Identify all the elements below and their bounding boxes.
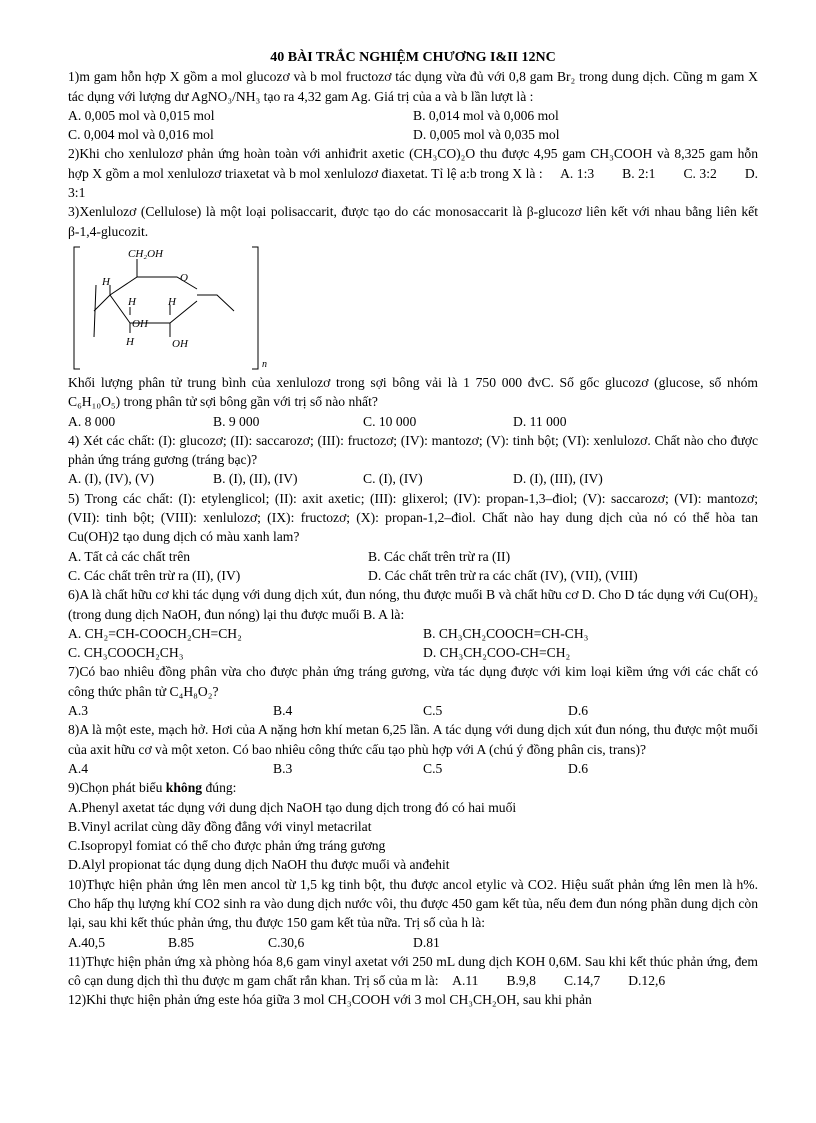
question-9-option-d: D.Alyl propionat tác dụng dung dịch NaOH thu được muối và anđehit xyxy=(68,857,450,873)
question-6-text: 6)A là chất hữu cơ khi tác dụng với dung dịch xút, đun nóng, thu được muối B và chất hữu cơ D. Cho D tác dụng với Cu(OH)₂ (trong dung dịch NaOH, đun nóng) lại thu được muối B. A là: xyxy=(68,587,758,622)
question-8-option-d: D.6 xyxy=(568,760,589,776)
question-5-option-c: C. Các chất trên trừ ra (II), (IV) xyxy=(68,567,241,583)
question-1-option-c: C. 0,004 mol và 0,016 mol xyxy=(68,127,214,143)
question-9-text-bold: không xyxy=(165,780,203,796)
question-3-text-2: Khối lượng phân tử trung bình của xenlulozơ trong sợi bông vải là 1 750 000 đvC. Số gốc glucozơ (glucose, số nhóm C₆H₁₀O₅) trong phân tử sợi bông gần với trị số nào nhất? xyxy=(68,374,758,410)
question-6-option-a: A. CH₂=CH-COOCH₂CH=CH₂ xyxy=(68,625,242,641)
cellulose-structure-figure xyxy=(68,241,758,373)
question-10-text: 10)Thực hiện phản ứng lên men ancol từ 1,5 kg tinh bột, thu được ancol etylic và CO2. Hiệu suất phản ứng lên men là h%. Cho hấp thụ lượng khí CO2 sinh ra vào dung dịch nước vôi, thu được 450 gam kết tủa, nếu đem đun nóng phần dung dịch còn lại, sau khi kết thúc phản ứng, thu được 150 gam kết tủa nữa. Trị số của h là: xyxy=(68,876,758,931)
ring-oxygen-label: O xyxy=(180,271,188,284)
question-3-option-d: D. 11 000 xyxy=(513,413,567,429)
question-7-option-b: B.4 xyxy=(273,703,293,719)
question-9-option-a: A.Phenyl axetat tác dụng với dung dịch NaOH tạo dung dịch trong đó có hai muối xyxy=(68,799,517,815)
question-2-option-b: B. 2:1 xyxy=(622,165,656,181)
ch2oh-label: CH₂OH xyxy=(128,247,163,260)
question-5-option-b: B. Các chất trên trừ ra (II) xyxy=(368,548,511,564)
h-label-2: H xyxy=(128,295,136,308)
oh-label-1: OH xyxy=(132,317,148,330)
question-9-text-before: 9)Chọn phát biểu xyxy=(68,780,166,796)
question-4-option-a: A. (I), (IV), (V) xyxy=(68,471,155,487)
question-11-option-b: B.9,8 xyxy=(506,973,536,989)
question-9-text xyxy=(68,778,758,797)
cellulose-structure-diagram xyxy=(72,245,272,375)
document-title: 40 BÀI TRẮC NGHIỆM CHƯƠNG I&II 12NC xyxy=(270,50,556,65)
question-12-text: 12)Khi thực hiện phản ứng este hóa giữa 3 mol CH₃COOH với 3 mol CH₃CH₂OH, sau khi phản xyxy=(68,992,592,1008)
question-1-options-row-2 xyxy=(68,125,758,144)
question-9-text-after: đúng: xyxy=(202,780,237,796)
question-2-option-d: D. 3:1 xyxy=(68,165,759,201)
question-4-option-b: B. (I), (II), (IV) xyxy=(213,471,298,487)
question-3-option-b: B. 9 000 xyxy=(213,413,260,429)
question-8-option-a: A.4 xyxy=(68,760,89,776)
question-11-stem: 11)Thực hiện phản ứng xà phòng hóa 8,6 gam vinyl axetat với 250 mL dung dịch KOH 0,6M. Sau khi kết thúc phản ứng, đem cô cạn dung dịch thì thu được m gam chất rắn khan. Trị số của m là: xyxy=(68,953,758,989)
question-2-stem: 2)Khi cho xenlulozơ phản ứng hoàn toàn với anhiđrit axetic (CH₃CO)₂O thu được 4,95 gam CH₃COOH và 8,325 gam hỗn hợp X gồm a mol xenlulozơ triaxetat và b mol xenlulozơ điaxetat. Tỉ lệ a:b trong X là : xyxy=(68,146,758,181)
question-2-text xyxy=(68,144,758,202)
question-3-options xyxy=(68,412,758,431)
question-7-option-c: C.5 xyxy=(423,703,443,719)
question-5-options-row-1 xyxy=(68,547,758,566)
question-11-option-a: A.11 xyxy=(452,973,479,989)
question-4-options xyxy=(68,469,758,488)
question-7-options xyxy=(68,701,758,720)
question-1-option-a: A. 0,005 mol và 0,015 mol xyxy=(68,107,215,123)
question-6-options-row-1 xyxy=(68,624,758,643)
question-8-text: 8)A là một este, mạch hở. Hơi của A nặng hơn khí metan 6,25 lần. A tác dụng với dung dịch xút đun nóng, thu được một muối của axit hữu cơ và một xeton. Có bao nhiêu công thức cấu tạo phù hợp với A (chú ý đồng phân cis, trans)? xyxy=(68,722,758,757)
question-7-option-d: D.6 xyxy=(568,703,589,719)
question-3-option-c: C. 10 000 xyxy=(363,413,417,429)
question-10-option-d: D.81 xyxy=(413,934,440,950)
question-11-option-c: C.14,7 xyxy=(563,973,601,989)
document-page xyxy=(68,48,758,1010)
question-5-options-row-2 xyxy=(68,566,758,585)
question-8-option-b: B.3 xyxy=(273,760,293,776)
question-11-option-d: D.12,6 xyxy=(628,973,666,989)
question-8-option-c: C.5 xyxy=(423,760,443,776)
oh-label-2: OH xyxy=(172,337,188,350)
question-11-options xyxy=(452,973,693,988)
question-6-option-c: C. CH₃COOCH₂CH₃ xyxy=(68,645,184,661)
question-1-option-b: B. 0,014 mol và 0,006 mol xyxy=(413,107,559,123)
question-5-option-a: A. Tất cả các chất trên xyxy=(68,548,191,564)
n-subscript-label: n xyxy=(262,358,267,370)
question-1-text: 1)m gam hỗn hợp X gồm a mol glucozơ và b mol fructozơ tác dụng vừa đủ với 0,8 gam Br₂ trong dung dịch. Cũng m gam X tác dụng với lượng dư AgNO₃/NH₃ tạo ra 4,32 gam Ag. Giá trị của a và b lần lượt là : xyxy=(68,69,758,104)
question-9-option-b: B.Vinyl acrilat cùng dãy đồng đẳng với vinyl metacrilat xyxy=(68,818,372,834)
question-10-option-a: A.40,5 xyxy=(68,934,106,950)
h-label-4: H xyxy=(126,335,134,348)
question-1-option-d: D. 0,005 mol và 0,035 mol xyxy=(413,127,560,143)
question-7-text: 7)Có bao nhiêu đồng phân vừa cho được phản ứng tráng gương, vừa tác dụng được với kim loại kiềm ứng với các chất có công thức phân tử C₄H₈O₂? xyxy=(68,664,758,699)
question-2-option-c: C. 3:2 xyxy=(683,165,717,181)
h-label-1: H xyxy=(102,275,110,288)
question-10-option-c: C.30,6 xyxy=(268,934,305,950)
question-6-option-b: B. CH₃CH₂COOCH=CH-CH₃ xyxy=(423,625,589,641)
question-9-option-c: C.Isopropyl fomiat có thể cho được phản ứng tráng gương xyxy=(68,838,386,854)
h-label-3: H xyxy=(168,295,176,308)
question-6-options-row-2 xyxy=(68,643,758,662)
question-3-text: 3)Xenlulozơ (Cellulose) là một loại polisaccarit, được tạo do các monosaccarit là β-glucozơ liên kết với nhau bằng liên kết β-1,4-glucozit. xyxy=(68,204,758,239)
question-1-options-row-1 xyxy=(68,106,758,125)
question-11-text xyxy=(68,952,758,991)
question-3-option-a: A. 8 000 xyxy=(68,413,116,429)
question-5-option-d: D. Các chất trên trừ ra các chất (IV), (VII), (VIII) xyxy=(368,567,638,583)
question-4-option-d: D. (I), (III), (IV) xyxy=(513,471,603,487)
question-6-option-d: D. CH₃CH₂COO-CH=CH₂ xyxy=(423,645,571,661)
question-10-option-b: B.85 xyxy=(168,934,195,950)
question-10-options xyxy=(68,933,758,952)
question-5-text: 5) Trong các chất: (I): etylenglicol; (II): axit axetic; (III): glixerol; (IV): propan-1,3–điol; (V): saccarozơ; (VI): mantozơ; (VII): tinh bột; (VIII): xenlulozơ; (IX): fructozơ; (X): propan-1,2–điol. Chất nào hay dung dịch của nó có thể hòa tan Cu(OH)2 tạo dung dịch có màu xanh lam? xyxy=(68,490,758,545)
question-7-option-a: A.3 xyxy=(68,703,89,719)
question-4-option-c: C. (I), (IV) xyxy=(363,471,423,487)
question-8-options xyxy=(68,759,758,778)
question-2-option-a: A. 1:3 xyxy=(560,165,595,181)
question-4-text: 4) Xét các chất: (I): glucozơ; (II): saccarozơ; (III): fructozơ; (IV): mantozơ; (V): tinh bột; (VI): xenlulozơ. Chất nào cho được phản ứng tráng gương (tráng bạc)? xyxy=(68,432,758,468)
